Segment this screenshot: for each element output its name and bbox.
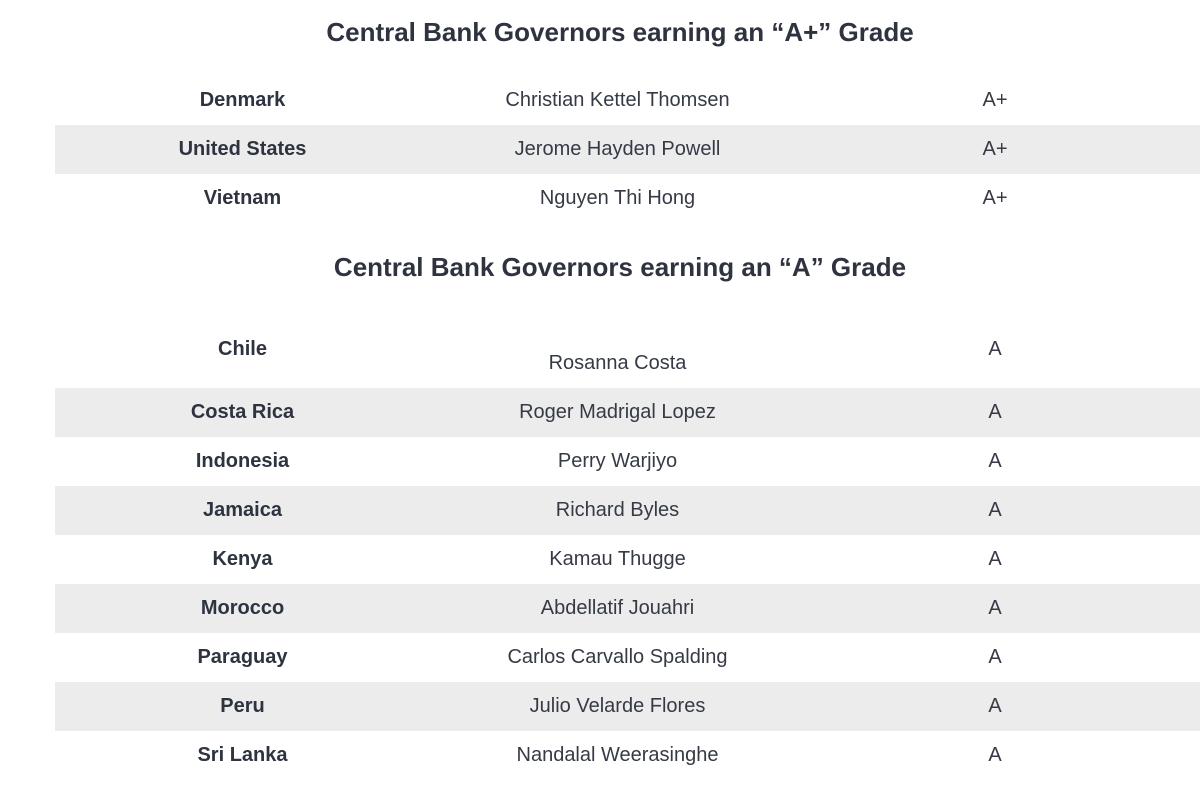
governor-cell: Rosanna Costa xyxy=(548,352,687,374)
grade-table-a xyxy=(55,306,1200,780)
country-cell: Morocco xyxy=(200,597,285,619)
grade-cell: A xyxy=(988,548,1002,570)
governor-cell: Julio Velarde Flores xyxy=(529,695,706,717)
governor-cell: Kamau Thugge xyxy=(549,548,686,570)
grade-cell: A xyxy=(988,401,1002,423)
table-row xyxy=(55,486,1200,535)
country-cell: Paraguay xyxy=(197,646,288,668)
grade-cell: A xyxy=(988,597,1002,619)
governor-cell: Richard Byles xyxy=(555,499,680,521)
governor-cell: Roger Madrigal Lopez xyxy=(519,401,716,423)
governor-cell: Nguyen Thi Hong xyxy=(539,187,696,209)
grade-cell: A xyxy=(988,450,1002,472)
grade-cell: A xyxy=(988,338,1002,360)
country-cell: Indonesia xyxy=(195,450,290,472)
governor-cell: Jerome Hayden Powell xyxy=(514,138,721,160)
table-row xyxy=(55,731,1200,780)
grade-cell: A+ xyxy=(982,187,1008,209)
table-row xyxy=(55,633,1200,682)
grade-cell: A+ xyxy=(982,89,1008,111)
grade-cell: A xyxy=(988,499,1002,521)
table-row xyxy=(55,174,1200,223)
grade-cell: A+ xyxy=(982,138,1008,160)
table-row xyxy=(55,388,1200,437)
table-row xyxy=(55,76,1200,125)
governor-cell: Christian Kettel Thomsen xyxy=(505,89,730,111)
country-cell: Peru xyxy=(220,695,265,717)
table-row xyxy=(55,535,1200,584)
grade-table-a-plus xyxy=(55,76,1200,223)
country-cell: United States xyxy=(178,138,307,160)
table-row xyxy=(55,437,1200,486)
country-cell: Kenya xyxy=(212,548,273,570)
country-cell: Denmark xyxy=(199,89,286,111)
grade-cell: A xyxy=(988,695,1002,717)
grade-cell: A xyxy=(988,744,1002,766)
country-cell: Chile xyxy=(218,338,267,360)
grade-cell: A xyxy=(988,646,1002,668)
section-title-a: Central Bank Governors earning an “A” Grade xyxy=(333,252,907,282)
governor-cell: Abdellatif Jouahri xyxy=(540,597,695,619)
table-row xyxy=(55,682,1200,731)
governor-cell: Nandalal Weerasinghe xyxy=(516,744,719,766)
governor-cell: Carlos Carvallo Spalding xyxy=(507,646,728,668)
section-title-a-plus: Central Bank Governors earning an “A+” Grade xyxy=(326,17,914,47)
table-row xyxy=(55,584,1200,633)
table-row xyxy=(55,125,1200,174)
country-cell: Sri Lanka xyxy=(197,744,288,766)
country-cell: Vietnam xyxy=(203,187,282,209)
governor-cell: Perry Warjiyo xyxy=(557,450,678,472)
table-row xyxy=(55,306,1200,388)
country-cell: Costa Rica xyxy=(190,401,295,423)
country-cell: Jamaica xyxy=(203,499,282,521)
